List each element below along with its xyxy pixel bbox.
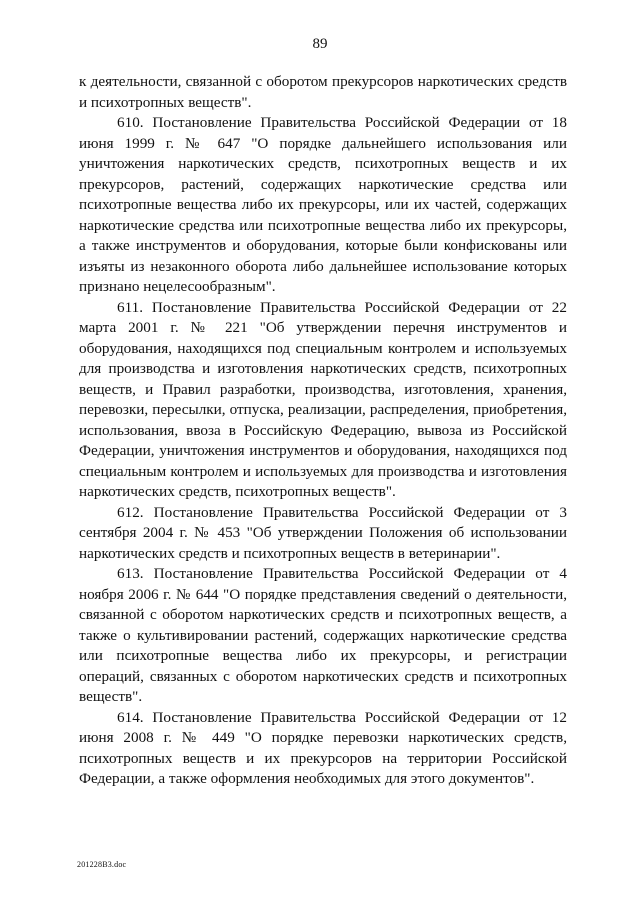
paragraph-item-610: 610. Постановление Правительства Российской Федерации от 18 июня 1999 г. № 647 "О порядке дальнейшего использования или уничтожения наркотических средств, психотропных веществ и их прекурсоров, растений, содержащих наркотические средства или психотропные вещества либо их прекурсоры, или их частей, содержащих наркотические средства или психотропные вещества либо их прекурсоры, а также инструментов и оборудования, которые были конфискованы или изъяты из незаконного оборота либо дальнейшее использование которых признано нецелесообразным". [79, 114, 567, 295]
page-number: 89 [312, 36, 328, 52]
paragraph-item-611: 611. Постановление Правительства Российской Федерации от 22 марта 2001 г. № 221 "Об утверждении перечня инструментов и оборудования, находящихся под специальным контролем и используемых для производства и изготовления наркотических средств, психотропных веществ, и Правил разработки, производства, изготовления, хранения, перевозки, пересылки, отпуска, реализации, распределения, приобретения, использования, ввоза в Российскую Федерацию, вывоза из Российской Федерации, уничтожения инструментов и оборудования, находящихся под специальным контролем и используемых для производства и изготовления наркотических средств, психотропных веществ". [79, 298, 567, 500]
paragraph-item-613: 613. Постановление Правительства Российской Федерации от 4 ноября 2006 г. № 644 "О порядке представления сведений о деятельности, связанной с оборотом наркотических средств и психотропных веществ, а также о культивировании растений, содержащих наркотические средства или психотропные вещества либо их прекурсоры, и регистрации операций, связанных с оборотом наркотических средств и психотропных веществ". [79, 565, 567, 705]
document-body [79, 72, 567, 790]
paragraph-item-612: 612. Постановление Правительства Российской Федерации от 3 сентября 2004 г. № 453 "Об утверждении Положения об использовании наркотических средств и психотропных веществ в ветеринарии". [79, 503, 567, 562]
paragraph-continuation: к деятельности, связанной с оборотом прекурсоров наркотических средств и психотропных веществ". [79, 73, 567, 111]
footer-file-code: 201228В3.doc [77, 860, 127, 869]
paragraph-item-614: 614. Постановление Правительства Российской Федерации от 12 июня 2008 г. № 449 "О порядке перевозки наркотических средств, психотропных веществ и их прекурсоров на территории Российской Федерации, а также оформления необходимых для этого документов". [79, 708, 567, 787]
